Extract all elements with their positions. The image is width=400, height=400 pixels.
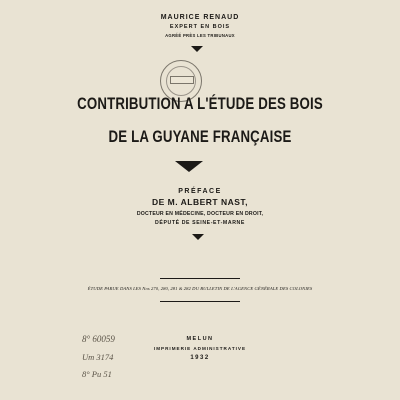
preface-author: DE M. ALBERT NAST, [151,197,249,207]
author-name: MAURICE RENAUD [160,14,240,21]
preface-credentials-1: DOCTEUR EN MÉDECINE, DOCTEUR EN DROIT, [136,211,264,217]
title-line-1: CONTRIBUTION A L'ÉTUDE DES BOIS [77,94,323,113]
divider-rule-bottom [160,301,240,302]
preface-credentials-2: DÉPUTÉ DE SEINE-ET-MARNE [155,220,245,226]
library-stamp-band [170,76,194,84]
imprint-place: MELUN [186,336,214,342]
handwritten-shelfmark-3: 8° Pu 51 [82,369,112,379]
handwritten-shelfmark-1: 8° 60059 [82,334,115,344]
publication-note: ÉTUDE PARUE DANS LES Nos 270, 280, 281 & 282 DU BULLETIN DE L'AGENCE GÉNÉRALE DES COLONIES [87,286,313,291]
divider-rule-top [160,278,240,279]
triangle-ornament-small-icon [192,234,204,240]
author-accreditation: AGRÉÉ PRÈS LES TRIBUNAUX [165,33,235,38]
handwritten-shelfmark-2: Um 3174 [82,352,114,362]
triangle-ornament-top-icon [191,46,203,52]
imprint-year: 1932 [190,355,210,361]
preface-heading: PRÉFACE [178,188,222,195]
title-line-2: DE LA GUYANE FRANÇAISE [108,127,292,146]
imprint-printer: IMPRIMERIE ADMINISTRATIVE [153,346,247,351]
triangle-ornament-main-icon [175,161,203,172]
author-role: EXPERT EN BOIS [169,24,231,30]
